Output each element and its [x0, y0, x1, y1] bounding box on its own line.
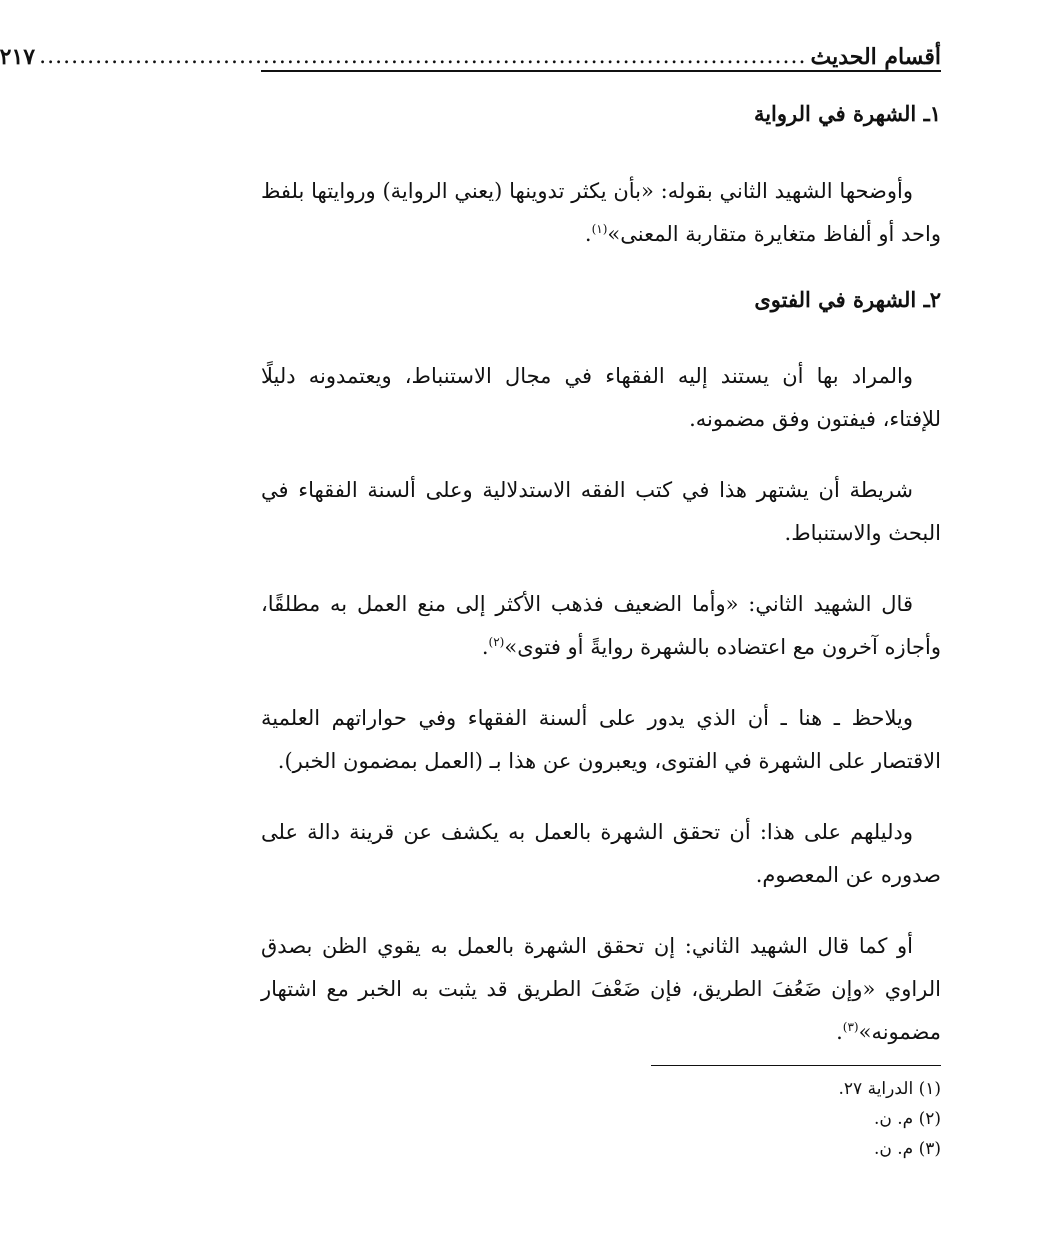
paragraph: أو كما قال الشهيد الثاني: إن تحقق الشهرة بالعمل به يقوي الظن بصدق الراوي «وإن ضَعُفَ الطريق، فإن ضَعْفَ الطريق قد يثبت به الخبر مع اشتهار مضمونه»$^{(٣)}$. [261, 934, 941, 1044]
paragraph: ويلاحظ ـ هنا ـ أن الذي يدور على ألسنة الفقهاء وفي حواراتهم العلمية الاقتصار على الشهرة في الفتوى، ويعبرون عن هذا بـ (العمل بمضمون الخبر). [261, 706, 941, 773]
paragraph: شريطة أن يشتهر هذا في كتب الفقه الاستدلالية وعلى ألسنة الفقهاء في البحث والاستنباط. [261, 478, 941, 545]
section-heading: ٢ـ الشهرة في الفتوى [754, 286, 941, 312]
page-number: ٢١٧ [0, 44, 36, 70]
footnote: (٣) م. ن. [873, 1139, 941, 1159]
running-header [0, 34, 941, 70]
footnote-ref: (١) [591, 221, 608, 236]
paragraph: والمراد بها أن يستند إليه الفقهاء في مجال الاستنباط، ويعتمدونه دليلًا للإفتاء، فيفتون وفق مضمونه. [261, 364, 941, 431]
header-rule [261, 70, 941, 72]
footnotes [261, 1074, 941, 1164]
paragraph: قال الشهيد الثاني: «وأما الضعيف فذهب الأكثر إلى منع العمل به مطلقًا، وأجازه آخرون مع اعتضاده بالشهرة روايةً أو فتوى»$^{(٢)}$. [261, 592, 941, 659]
footnote: (٢) م. ن. [873, 1109, 941, 1129]
paragraph: وأوضحها الشهيد الثاني بقوله: «بأن يكثر تدوينها (يعني الرواية) وروايتها بلفظ واحد أو ألفاظ متغايرة متقاربة المعنى»$^{(١)}$. [261, 178, 941, 246]
footnote-ref: (٣) [842, 1020, 859, 1034]
section-heading: ١ـ الشهرة في الرواية [753, 101, 941, 126]
header-title: أقسام الحديث [810, 44, 941, 70]
paragraph: ودليلهم على هذا: أن تحقق الشهرة بالعمل به يكشف عن قرينة دالة على صدوره عن المعصوم. [261, 820, 941, 887]
footnote: (١) الدراية ٢٧. [838, 1079, 941, 1099]
footnote-ref: (٢) [488, 635, 505, 649]
body-text [261, 98, 941, 1082]
footnote-rule [651, 1065, 941, 1066]
header-leader-dots: ................................................................................................ [39, 44, 807, 69]
